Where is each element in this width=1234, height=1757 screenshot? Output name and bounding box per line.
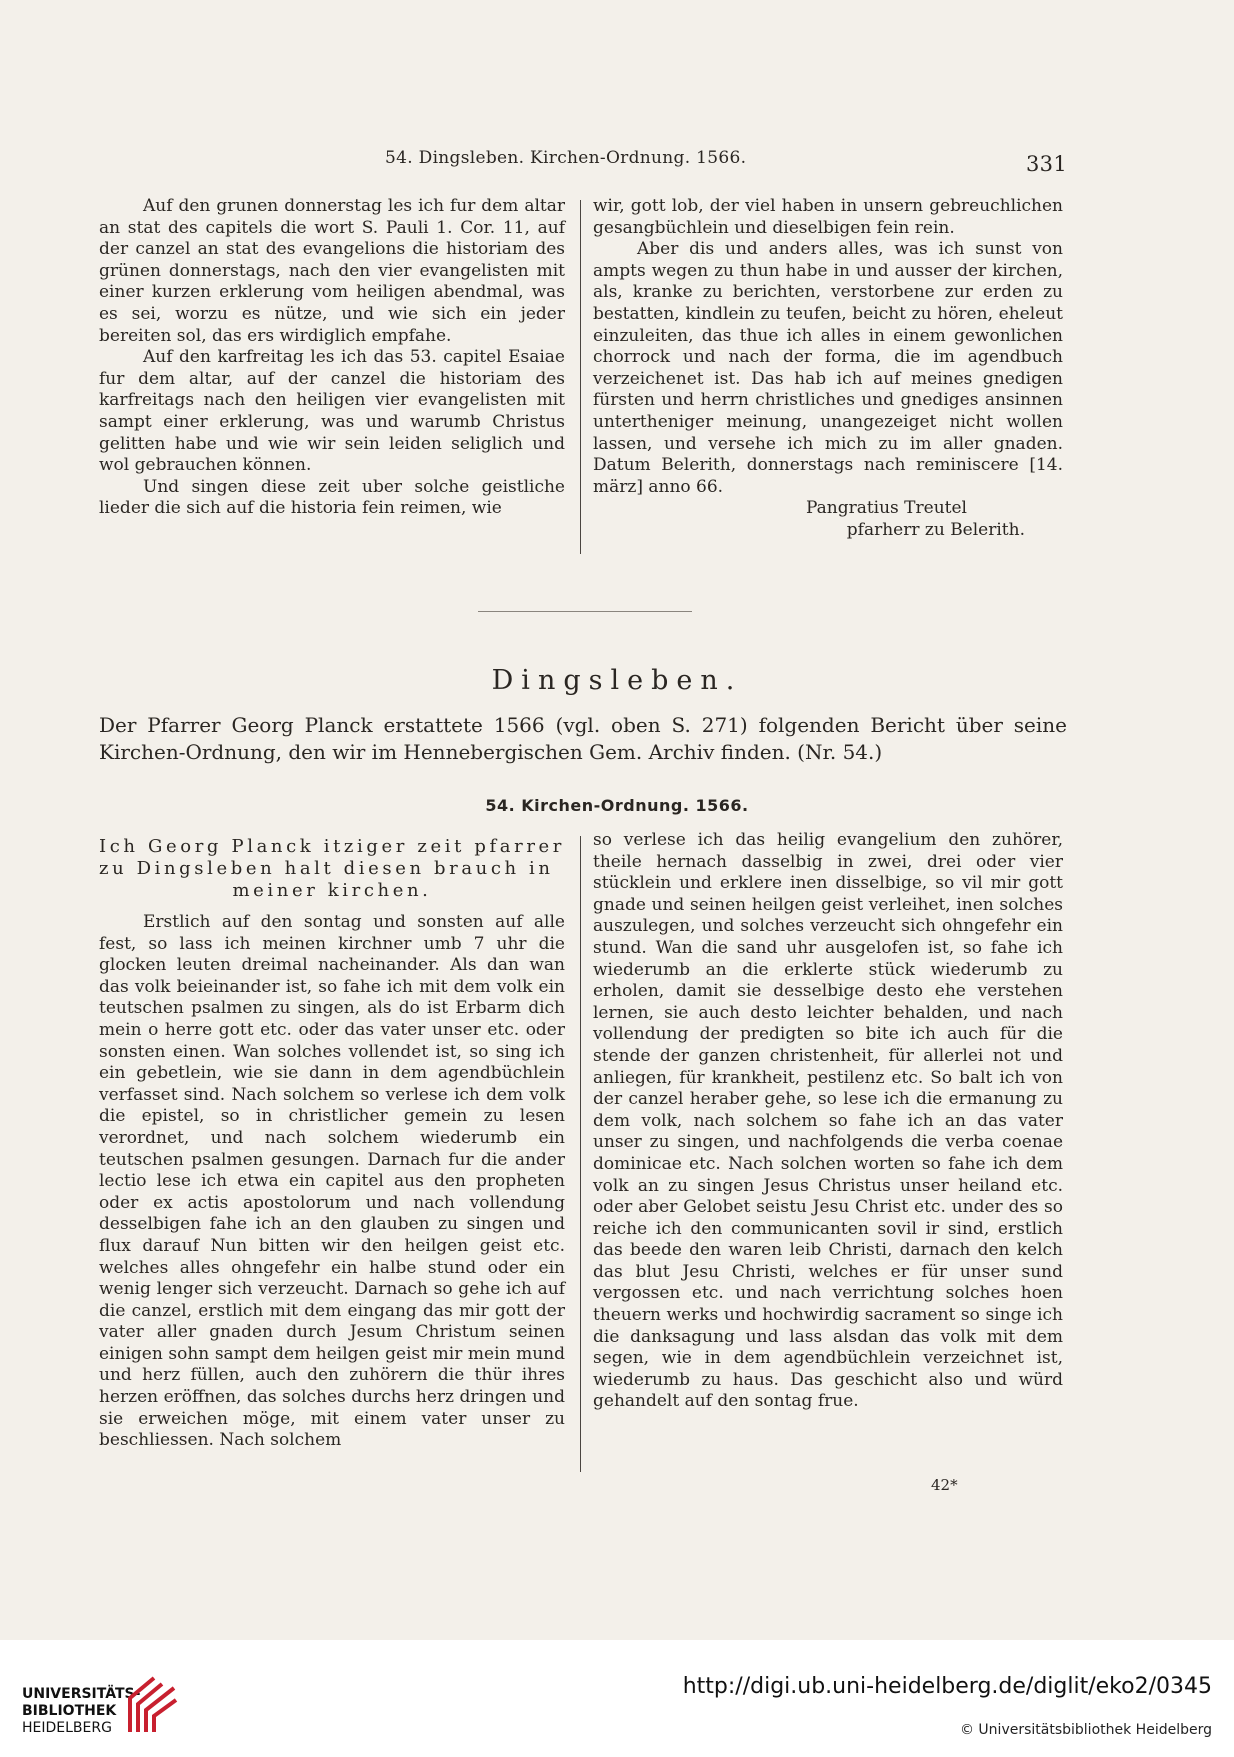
paragraph: wir, gott lob, der viel haben in unsern gebreuchlichen gesangbüchlein und dieselbigen fein rein. bbox=[593, 196, 1063, 238]
copyright-notice: © Universitätsbibliothek Heidelberg bbox=[959, 1722, 1212, 1738]
opening-statement bbox=[99, 836, 565, 902]
page-number: 331 bbox=[1026, 152, 1067, 176]
paragraph: Und singen diese zeit uber solche geistliche lieder die sich auf die historia fein reimen, wie bbox=[99, 476, 565, 519]
logo-text bbox=[22, 1686, 140, 1737]
opening-line-end: meiner kirchen. bbox=[232, 880, 432, 901]
paragraph: Auf den karfreitag les ich das 53. capitel Esaiae fur dem altar, auf der canzel die historiam des karfreitags nach den heiligen vier evangelisten mit sampt einer erklerung, was und warumb Christus gelitten habe und wie wir sein leiden seliglich und wol gebrauchen können. bbox=[99, 347, 565, 476]
intro-text: Der Pfarrer Georg Planck erstattete 1566 (vgl. oben S. 271) folgenden Bericht über seine Kirchen-Ordnung, den wir im Hennebergischen Gem. Archiv finden. (Nr. 54.) bbox=[99, 713, 1067, 764]
top-left-column bbox=[99, 196, 565, 520]
running-title: 54. Dingsleben. Kirchen-Ordnung. 1566. bbox=[385, 148, 747, 168]
section-separator bbox=[478, 611, 692, 612]
paragraph: so verlese ich das heilig evangelium den zuhörer, theile hernach dasselbig in zwei, drei oder vier stücklein und erklere inen disselbige, so vil mir gott gnade und seinen heilgen geist verleihet, inen solches auszulegen, und solches verzeucht sich ohngefehr ein stund. Wan die sand uhr ausgelofen ist, so fahe ich wiederumb an die erklerte stück wiederumb zu erholen, damit sie desselbige desto ehe verstehen lernen, sie auch desto leichter behalden, und nach vollendung der predigten so bite ich auch für die stende der ganzen christenheit, für allerlei not und anliegen, für krankheit, pestilenz etc. So balt ich von der canzel heraber gehe, so lese ich die ermanung zu dem volk, nach solchem so fahe ich an das vater unser zu singen, und nachfolgends die verba coenae dominicae etc. Nach solchen worten so fahe ich dem volk an zu singen Jesus Christus unser heiland etc. oder aber Gelobet seistu Jesu Christ etc. under des so reiche ich den communicanten sovil ir sind, erstlich das beede den waren leib Christi, darnach den kelch das blut Jesu Christi, welches er für unser sund vergossen etc. und nach verrichtung solches hoen theuern werks und hochwirdig sacrament so singe ich die danksagung und lass alsdan das volk mit dem segen, wie in dem agendbüchlein verzeichnet ist, wiederumb zu haus. Das geschicht also und würd gehandelt auf den sontag frue. bbox=[593, 830, 1063, 1412]
bottom-right-column bbox=[593, 830, 1063, 1413]
logo-line: BIBLIOTHEK bbox=[22, 1703, 117, 1719]
sheet-signature: 42* bbox=[931, 1476, 958, 1494]
signature-title: pfarherr zu Belerith. bbox=[846, 519, 1025, 540]
library-emblem-icon bbox=[124, 1674, 180, 1738]
signature-name: Pangratius Treutel bbox=[805, 498, 967, 519]
footer-bar bbox=[0, 1640, 1234, 1757]
section-intro bbox=[99, 712, 1067, 766]
column-rule bbox=[580, 836, 581, 1472]
document-subtitle: 54. Kirchen-Ordnung. 1566. bbox=[485, 796, 749, 815]
logo-line: UNIVERSITÄTS- bbox=[22, 1686, 141, 1702]
logo-line: HEIDELBERG bbox=[22, 1720, 112, 1736]
column-rule bbox=[580, 200, 581, 554]
permalink-url[interactable]: http://digi.ub.uni-heidelberg.de/diglit/eko2/0345 bbox=[682, 1674, 1212, 1699]
paragraph: Auf den grunen donnerstag les ich fur dem altar an stat des capitels die wort S. Pauli 1. Cor. 11, auf der canzel an stat des evangelions die historiam des grünen donnerstags, nach den vier evangelisten mit einer kurzen erklerung vom heiligen abendmal, was es sei, worzu es nütze, und wie sich ein jeder bereiten sol, das ers wirdiglich empfahe. bbox=[99, 196, 565, 346]
opening-line: Ich Georg Planck itziger zeit pfarrer zu Dingsleben halt diesen brauch in bbox=[99, 836, 565, 879]
bottom-left-column bbox=[99, 836, 565, 1452]
top-right-column bbox=[593, 196, 1063, 542]
paragraph: Aber dis und anders alles, was ich sunst von ampts wegen zu thun habe in und ausser der kirchen, als, kranke zu berichten, verstorbene zur erden zu bestatten, kindlein zu teufen, beicht zu hören, eheleut einzuleiten, das thue ich alles in einem gewonlichen chorrock und nach der forma, die im agendbuch verzeichenet ist. Das hab ich auf meines gnedigen fürsten und herrn christliches und gnediges ansinnen untertheniger meinung, unangezeiget nicht wollen lassen, und versehe ich mich zu im aller gnaden. Datum Belerith, donnerstags nach reminiscere [14. märz] anno 66. bbox=[593, 239, 1063, 497]
section-title: Dingsleben. bbox=[491, 665, 743, 696]
paragraph: Erstlich auf den sontag und sonsten auf alle fest, so lass ich meinen kirchner umb 7 uhr die glocken leuten dreimal nacheinander. Als dan wan das volk beieinander ist, so fahe ich mit dem volk ein teutschen psalmen zu singen, als do ist Erbarm dich mein o herre gott etc. oder das vater unser etc. oder sonsten einen. Wan solches vollendet ist, so sing ich ein gebetlein, wie sie dann in dem agendbüchlein verfasset sind. Nach solchem so verlese ich dem volk die epistel, so in christlicher gemein zu lesen verordnet, und nach solchem wiederumb ein teutschen psalmen gesungen. Darnach fur die ander lectio lese ich etwa ein capitel aus den propheten oder ex actis apostolorum und nach vollendung desselbigen fahe ich an den glauben zu singen und flux darauf Nun bitten wir den heilgen geist etc. welches alles ohngefehr ein halbe stund oder ein wenig lenger sich verzeucht. Darnach so gehe ich auf die canzel, erstlich mit dem eingang das mir gott der vater aller gnaden durch Jesum Christum seinen einigen sohn sampt dem heilgen geist mir mein mund und herz füllen, auch den zuhörern die thür ihres herzen eröffnen, das solches durchs herz dringen und sie erweichen möge, mit einem vater unser zu beschliessen. Nach solchem bbox=[99, 912, 565, 1451]
